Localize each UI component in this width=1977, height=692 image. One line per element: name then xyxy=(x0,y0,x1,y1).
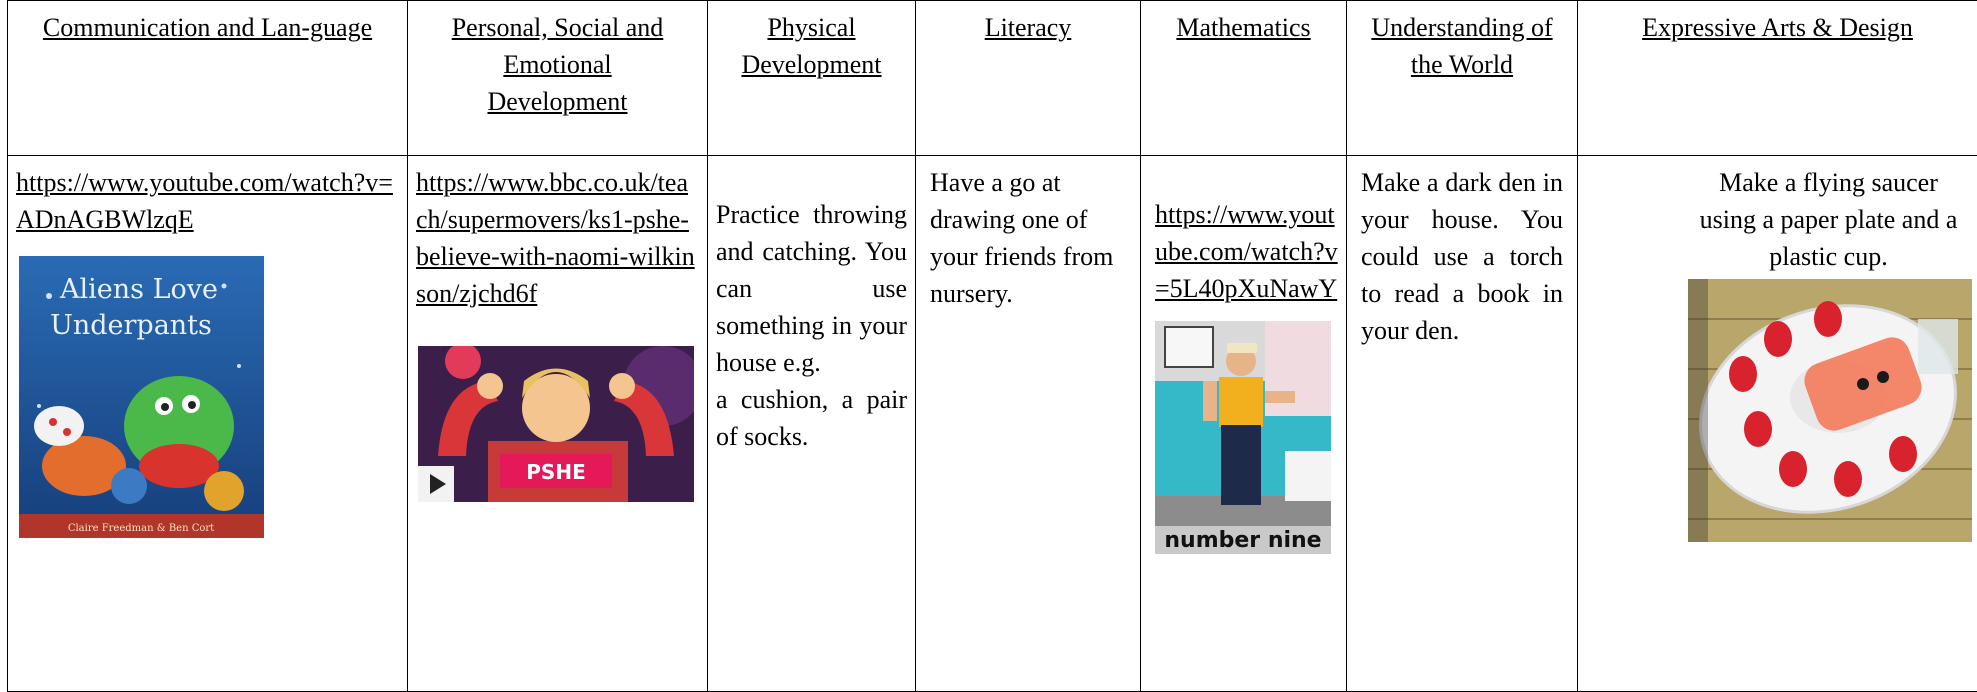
cell-expressive-arts xyxy=(1578,156,1977,692)
header-literacy: Literacy xyxy=(916,1,1141,156)
header-expressive-arts: Expressive Arts & Design xyxy=(1578,1,1977,156)
svg-text:Underpants: Underpants xyxy=(50,310,212,341)
cell-literacy xyxy=(916,156,1141,692)
header-communication: Communication and Lan-guage xyxy=(8,1,408,156)
activities-table xyxy=(7,0,1977,692)
cell-personal-social xyxy=(408,156,708,692)
personal-social-video-link[interactable]: https://www.bbc.co.uk/teach/supermovers/ks1-pshe-believe-with-naomi-wilkinson/zjchd6f xyxy=(416,168,695,308)
aliens-love-underpants-book-cover xyxy=(19,256,264,538)
arts-instructions: Make a flying saucer using a paper plate and a plastic cup. xyxy=(1699,168,1958,271)
svg-text:Aliens Love: Aliens Love xyxy=(60,274,218,305)
world-instructions: Make a dark den in your house. You could use a torch to read a book in your den. xyxy=(1361,168,1563,345)
pshe-video-thumbnail[interactable] xyxy=(418,346,694,502)
svg-text:Claire Freedman & Ben Cort: Claire Freedman & Ben Cort xyxy=(67,523,215,534)
header-mathematics: Mathematics xyxy=(1141,1,1347,156)
cell-physical xyxy=(708,156,916,692)
communication-video-link[interactable]: https://www.youtube.com/watch?v=ADnAGBWlzqE xyxy=(16,168,393,234)
cell-mathematics xyxy=(1141,156,1347,692)
header-understanding-world: Understanding of the World xyxy=(1347,1,1578,156)
header-row xyxy=(8,1,1977,156)
flying-saucer-craft-photo xyxy=(1688,279,1972,542)
physical-examples: a cushion, a pair of socks. xyxy=(716,385,907,451)
header-personal-social: Personal, Social and Emotional Development xyxy=(408,1,708,156)
svg-text:number nine: number nine xyxy=(1164,528,1322,553)
mathematics-video-link[interactable]: https://www.youtube.com/watch?v=5L40pXuNawY xyxy=(1155,200,1338,303)
svg-text:PSHE: PSHE xyxy=(526,460,586,484)
literacy-instructions: Have a go at drawing one of your friends from nursery. xyxy=(930,168,1114,308)
number-nine-video-thumbnail[interactable] xyxy=(1155,321,1331,554)
cell-understanding-world xyxy=(1347,156,1578,692)
header-physical: Physical Development xyxy=(708,1,916,156)
content-row xyxy=(8,156,1977,692)
physical-instructions: Practice throwing and catching. You can use something in your house e.g. xyxy=(716,200,907,377)
cell-communication xyxy=(8,156,408,692)
